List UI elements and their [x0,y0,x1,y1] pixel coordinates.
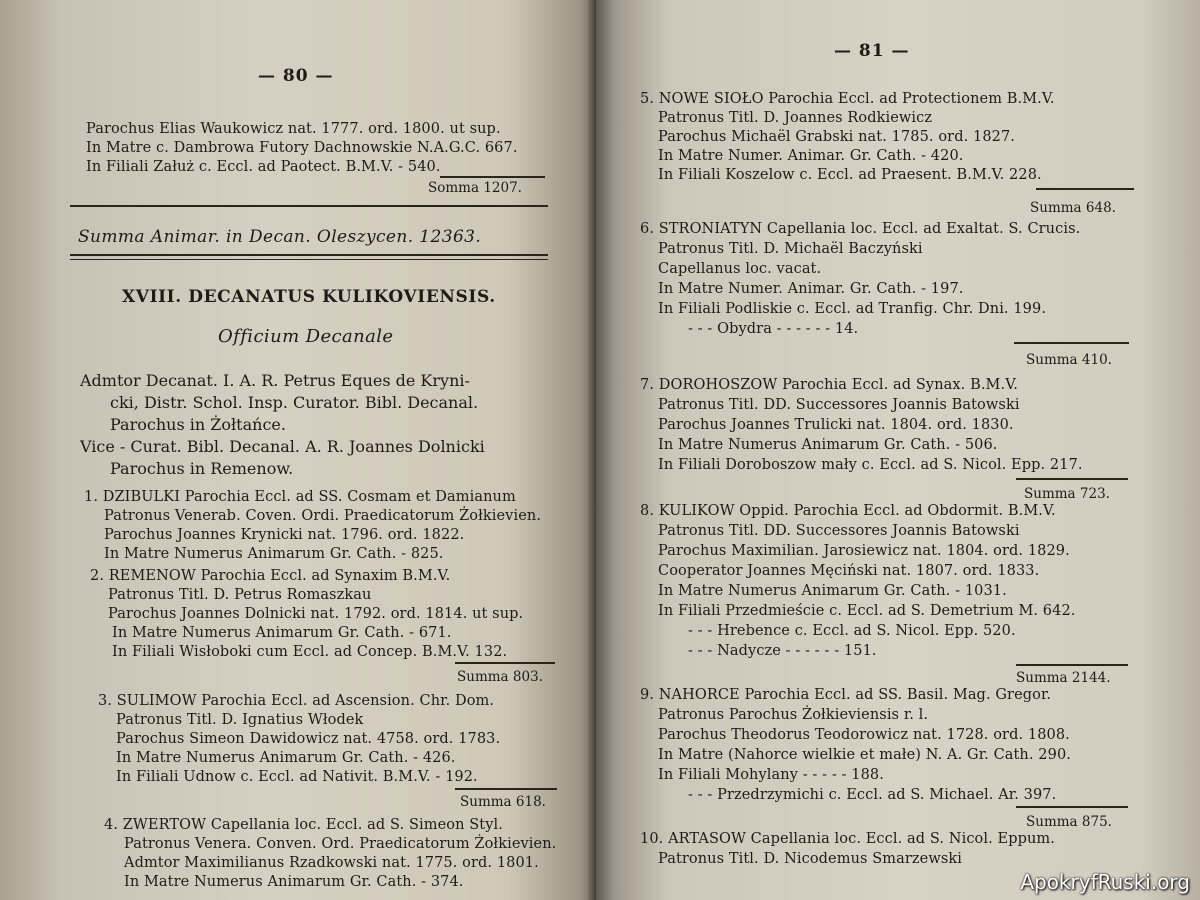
divider [70,205,548,207]
entry-heading: 4. ZWERTOW Capellania loc. Eccl. ad S. Simeon Styl. [104,817,503,833]
summa-line: Summa 875. [1026,814,1112,830]
summa-line: Summa 723. [1024,486,1110,502]
entry-line: Patronus Venera. Conven. Ord. Praedicatorum Żołkievien. [124,836,557,852]
entry-heading: 2. REMENOW Parochia Eccl. ad Synaxim B.M.V. [90,568,451,584]
entry-line: In Matre Numerus Animarum Gr. Cath. - 825. [104,546,444,562]
text-line: In Matre c. Dambrowa Futory Dachnowskie N.A.G.C. 667. [86,140,518,156]
sum-rule [1016,478,1128,480]
summa-decanatus: Summa Animar. in Decan. Oleszycen. 12363. [78,227,482,247]
entry-line: In Filiali Doroboszow mały c. Eccl. ad S. Nicol. Epp. 217. [658,457,1083,473]
text-line: In Filiali Załuż c. Eccl. ad Paotect. B.M.V. - 540. [86,159,441,175]
entry-line: In Filiali Mohylany - - - - - 188. [658,767,884,783]
entry-line: In Matre Numerus Animarum Gr. Cath. - 671. [112,625,452,641]
page-number-right: — 81 — [834,41,910,61]
entry-line: Patronus Titl. D. Joannes Rodkiewicz [658,110,933,126]
entry-line: Patronus Titl. D. Ignatius Włodek [116,712,364,728]
entry-line: In Matre Numerus Animarum Gr. Cath. - 506. [658,437,998,453]
entry-line: Cooperator Joannes Męciński nat. 1807. ord. 1833. [658,563,1040,579]
entry-line: Parochus Theodorus Teodorowicz nat. 1728. ord. 1808. [658,727,1070,743]
sum-rule [1016,664,1128,666]
text-line: Parochus Elias Waukowicz nat. 1777. ord. 1800. ut sup. [86,121,501,137]
section-heading: XVIII. DECANATUS KULIKOVIENSIS. [122,287,496,307]
entry-line: - - - Obydra - - - - - - 14. [688,321,859,337]
entry-heading: 6. STRONIATYN Capellania loc. Eccl. ad Exaltat. S. Crucis. [640,221,1081,237]
entry-line: Patronus Titl. D. Michaël Baczyński [658,241,923,257]
divider [70,259,548,260]
entry-line: Patronus Titl. D. Nicodemus Smarzewski [658,851,963,867]
entry-heading: 8. KULIKOW Oppid. Parochia Eccl. ad Obdormit. B.M.V. [640,503,1056,519]
officium-line: Admtor Decanat. I. A. R. Petrus Eques de Kryni- [80,371,470,390]
entry-heading: 1. DZIBULKI Parochia Eccl. ad SS. Cosmam et Damianum [84,489,516,505]
summa-line: Somma 1207. [428,180,522,196]
summa-line: Summa 618. [460,794,546,810]
divider [70,254,548,256]
entry-line: - - - Nadycze - - - - - - 151. [688,643,877,659]
entry-line: Patronus Venerab. Coven. Ordi. Praedicatorum Żołkievien. [104,508,542,524]
sum-rule [455,662,555,664]
sum-rule [1014,342,1129,344]
summa-line: Summa 648. [1030,200,1116,216]
entry-line: - - - Hrebence c. Eccl. ad S. Nicol. Epp. 520. [688,623,1016,639]
officium-heading: Officium Decanale [218,326,394,347]
sum-rule [1016,806,1128,808]
entry-line: Parochus Simeon Dawidowicz nat. 4758. ord. 1783. [116,731,501,747]
entry-line: Parochus Joannes Dolnicki nat. 1792. ord. 1814. ut sup. [108,606,524,622]
summa-line: Summa 803. [457,669,543,685]
summa-line: Summa 2144. [1016,670,1111,686]
entry-line: In Filiali Wisłoboki cum Eccl. ad Concep. B.M.V. 132. [112,644,508,660]
entry-line: Patronus Titl. D. Petrus Romaszkau [108,587,372,603]
officium-line: Vice - Curat. Bibl. Decanal. A. R. Joannes Dolnicki [80,437,485,456]
entry-line: In Matre Numerus Animarum Gr. Cath. - 1031. [658,583,1007,599]
entry-line: Parochus Joannes Krynicki nat. 1796. ord. 1822. [104,527,465,543]
summa-line: Summa 410. [1026,352,1112,368]
entry-line: Patronus Parochus Żołkieviensis r. l. [658,707,929,723]
entry-line: Parochus Joannes Trulicki nat. 1804. ord. 1830. [658,417,1014,433]
entry-line: In Filiali Udnow c. Eccl. ad Nativit. B.M.V. - 192. [116,769,478,785]
officium-line: Parochus in Żołtańce. [110,415,286,434]
entry-line: In Filiali Koszelow c. Eccl. ad Praesent. B.M.V. 228. [658,167,1042,183]
entry-line: Parochus Maximilian. Jarosiewicz nat. 1804. ord. 1829. [658,543,1070,559]
entry-line: Parochus Michaël Grabski nat. 1785. ord. 1827. [658,129,1016,145]
entry-line: In Matre Numer. Animar. Gr. Cath. - 420. [658,148,964,164]
entry-line: In Matre Numerus Animarum Gr. Cath. - 374. [124,874,464,890]
entry-heading: 3. SULIMOW Parochia Eccl. ad Ascension. Chr. Dom. [98,693,495,709]
entry-heading: 9. NAHORCE Parochia Eccl. ad SS. Basil. Mag. Gregor. [640,687,1052,703]
entry-line: In Matre (Nahorce wielkie et małe) N. A. Gr. Cath. 290. [658,747,1071,763]
entry-line: Patronus Titl. DD. Successores Joannis Batowski [658,523,1020,539]
entry-heading: 10. ARTASOW Capellania loc. Eccl. ad S. Nicol. Eppum. [640,831,1055,847]
entry-line: Admtor Maximilianus Rzadkowski nat. 1775. ord. 1801. [124,855,539,871]
watermark: ApokryfRuski.org [1020,870,1190,894]
entry-line: In Filiali Przedmieście c. Eccl. ad S. Demetrium M. 642. [658,603,1076,619]
sum-rule [440,176,545,178]
page-number-left: — 80 — [258,66,334,86]
entry-line: - - - Przedrzymichi c. Eccl. ad S. Michael. Ar. 397. [688,787,1057,803]
entry-line: In Filiali Podliskie c. Eccl. ad Tranfig. Chr. Dni. 199. [658,301,1047,317]
sum-rule [455,788,557,790]
officium-line: Parochus in Remenow. [110,459,294,478]
entry-heading: 7. DOROHOSZOW Parochia Eccl. ad Synax. B.M.V. [640,377,1018,393]
entry-line: In Matre Numerus Animarum Gr. Cath. - 426. [116,750,456,766]
entry-line: Patronus Titl. DD. Successores Joannis Batowski [658,397,1020,413]
left-page [0,0,598,900]
sum-rule [1036,188,1134,190]
officium-line: cki, Distr. Schol. Insp. Curator. Bibl. Decanal. [110,393,479,412]
entry-heading: 5. NOWE SIOŁO Parochia Eccl. ad Protectionem B.M.V. [640,91,1055,107]
right-page [596,0,1200,900]
entry-line: In Matre Numer. Animar. Gr. Cath. - 197. [658,281,964,297]
entry-line: Capellanus loc. vacat. [658,261,822,277]
